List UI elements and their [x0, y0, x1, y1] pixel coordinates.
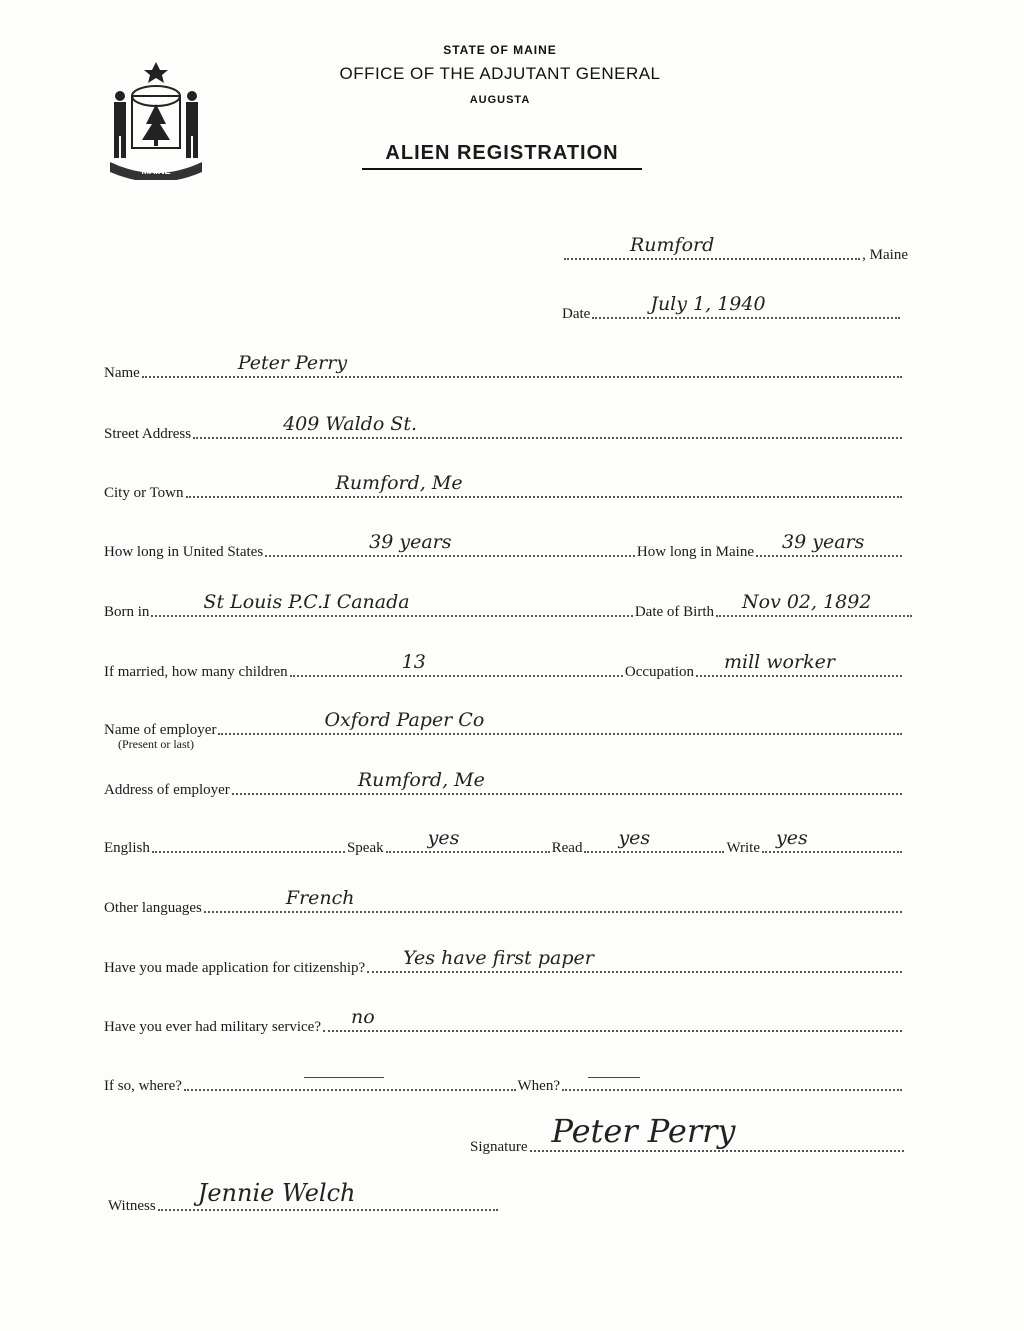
write-field[interactable] — [762, 827, 902, 853]
military-value: no — [351, 1006, 375, 1028]
witness-label: Witness — [108, 1198, 156, 1214]
employer-row — [104, 709, 904, 739]
when-field[interactable] — [562, 1089, 902, 1091]
date-of-birth-field[interactable] — [716, 591, 912, 617]
city-field[interactable] — [186, 472, 902, 498]
witness-row — [108, 1179, 500, 1215]
citizenship-label: Have you made application for citizenship? — [104, 960, 366, 976]
date-label: Date — [562, 306, 591, 322]
english-filler — [152, 851, 345, 853]
name-value: Peter Perry — [237, 352, 348, 374]
english-label: English — [104, 840, 150, 856]
employer-note: (Present or last) — [118, 737, 194, 751]
how-long-us-value: 39 years — [369, 531, 452, 553]
street-label: Street Address — [104, 426, 192, 442]
birth-row — [104, 591, 914, 621]
speak-field[interactable] — [386, 827, 550, 853]
signature-row — [470, 1112, 906, 1156]
street-row — [104, 413, 904, 443]
citizenship-value: Yes have first paper — [403, 947, 594, 969]
name-label: Name — [104, 365, 140, 381]
children-label: If married, how many children — [104, 664, 288, 680]
employer-address-row — [104, 769, 904, 799]
citizenship-field[interactable] — [367, 947, 902, 973]
occupation-field[interactable] — [696, 651, 902, 677]
how-long-us-label: How long in United States — [104, 544, 264, 560]
town-value: Rumford — [630, 234, 715, 256]
other-languages-value: French — [285, 887, 355, 909]
signature-label: Signature — [470, 1139, 528, 1155]
citizenship-row — [104, 947, 904, 977]
witness-field[interactable] — [158, 1179, 498, 1211]
languages-row — [104, 887, 904, 917]
maine-label: , Maine — [862, 247, 908, 263]
street-value: 409 Waldo St. — [283, 413, 417, 435]
children-field[interactable] — [290, 651, 623, 677]
read-field[interactable] — [584, 827, 724, 853]
where-field[interactable] — [184, 1089, 516, 1091]
date-row — [562, 293, 902, 323]
form-title: ALIEN REGISTRATION — [362, 142, 642, 170]
english-row — [104, 827, 904, 857]
born-in-field[interactable] — [151, 591, 632, 617]
service-row — [104, 1073, 904, 1095]
witness-value: Jennie Welch — [197, 1179, 356, 1207]
speak-value: yes — [427, 827, 460, 849]
town-field[interactable] — [564, 234, 860, 260]
seal-lettering: MAINE — [141, 166, 171, 176]
write-value: yes — [776, 827, 808, 849]
born-in-value: St Louis P.C.I Canada — [203, 591, 410, 613]
office-name: OFFICE OF THE ADJUTANT GENERAL — [339, 64, 661, 83]
town-row — [562, 234, 908, 264]
state-seal-icon — [104, 60, 208, 180]
employer-value: Oxford Paper Co — [324, 709, 485, 731]
city-row — [104, 472, 904, 502]
occupation-value: mill worker — [724, 651, 835, 673]
office-city: AUGUSTA — [469, 94, 531, 106]
occupation-label: Occupation — [624, 664, 694, 680]
children-value: 13 — [401, 651, 426, 673]
employer-address-value: Rumford, Me — [357, 769, 485, 791]
when-label: When? — [517, 1078, 560, 1094]
signature-field[interactable] — [530, 1112, 905, 1152]
military-row — [104, 1006, 904, 1036]
where-dash — [304, 1077, 384, 1078]
other-languages-field[interactable] — [204, 887, 902, 913]
born-in-label: Born in — [104, 604, 150, 620]
employer-address-field[interactable] — [232, 769, 902, 795]
when-dash — [588, 1077, 640, 1078]
name-row — [104, 352, 904, 382]
where-label: If so, where? — [104, 1078, 182, 1094]
write-label: Write — [726, 840, 760, 856]
signature-value: Peter Perry — [551, 1112, 736, 1150]
date-field[interactable] — [592, 293, 900, 319]
family-row — [104, 651, 904, 681]
read-value: yes — [618, 827, 651, 849]
employer-label: Name of employer — [104, 722, 217, 738]
city-label: City or Town — [104, 485, 184, 501]
how-long-us-field[interactable] — [265, 531, 635, 557]
read-label: Read — [551, 840, 583, 856]
state-name: STATE OF MAINE — [443, 43, 557, 57]
name-field[interactable] — [142, 352, 902, 378]
employer-field[interactable] — [218, 709, 902, 735]
date-of-birth-value: Nov 02, 1892 — [742, 591, 872, 613]
street-field[interactable] — [193, 413, 902, 439]
date-of-birth-label: Date of Birth — [634, 604, 714, 620]
city-value: Rumford, Me — [335, 472, 463, 494]
date-value: July 1, 1940 — [650, 293, 766, 315]
how-long-maine-value: 39 years — [782, 531, 865, 553]
how-long-maine-label: How long in Maine — [636, 544, 754, 560]
military-field[interactable] — [323, 1006, 902, 1032]
how-long-maine-field[interactable] — [756, 531, 902, 557]
residency-row — [104, 531, 904, 561]
speak-label: Speak — [346, 840, 384, 856]
other-languages-label: Other languages — [104, 900, 202, 916]
employer-address-label: Address of employer — [104, 782, 230, 798]
military-label: Have you ever had military service? — [104, 1019, 321, 1035]
